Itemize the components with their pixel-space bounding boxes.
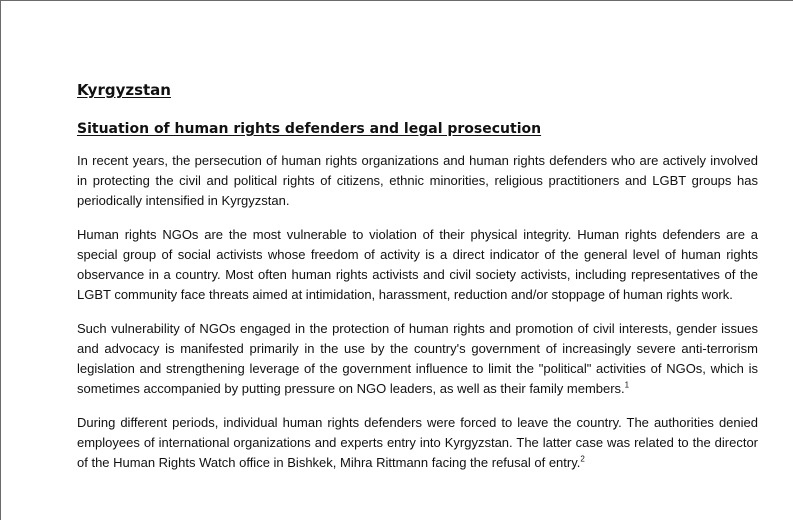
footnote-reference[interactable]: 1 <box>624 380 630 390</box>
paragraph-text: Such vulnerability of NGOs engaged in the protection of human rights and promotion of civil interests, gender issues and advocacy is manifested primarily in the use by the country's government of increasingly severe anti-terrorism legislation and strengthening leverage of the government influence to limit the "political" activities of NGOs, which is sometimes accompanied by putting pressure on NGO leaders, as well as their family members. <box>77 321 758 396</box>
document-body <box>77 79 758 487</box>
paragraph <box>77 225 758 305</box>
paragraph <box>77 151 758 211</box>
paragraph-text: Human rights NGOs are the most vulnerable to violation of their physical integrity. Human rights defenders are a special group of social activists whose freedom of activity is a direct indicator of the general level of human rights observance in a country. Most often human rights activists and civil society activists, including representatives of the LGBT community face threats aimed at intimidation, harassment, reduction and/or stoppage of human rights work. <box>77 227 758 302</box>
paragraph-text: In recent years, the persecution of human rights organizations and human rights defenders who are actively involved in protecting the civil and political rights of citizens, ethnic minorities, religious practitioners and LGBT groups has periodically intensified in Kyrgyzstan. <box>77 153 758 208</box>
footnote-reference[interactable]: 2 <box>580 454 585 464</box>
paragraph <box>77 413 758 473</box>
section-heading: Kyrgyzstan <box>77 81 171 99</box>
paragraph-text: During different periods, individual human rights defenders were forced to leave the country. The authorities denied employees of international organizations and experts entry into Kyrgyzstan. The latter case was related to the director of the Human Rights Watch office in Bishkek, Mihra Rittmann facing the refusal of entry. <box>77 415 758 470</box>
paragraph <box>77 319 758 399</box>
subsection-heading: Situation of human rights defenders and legal prosecution <box>77 121 542 137</box>
